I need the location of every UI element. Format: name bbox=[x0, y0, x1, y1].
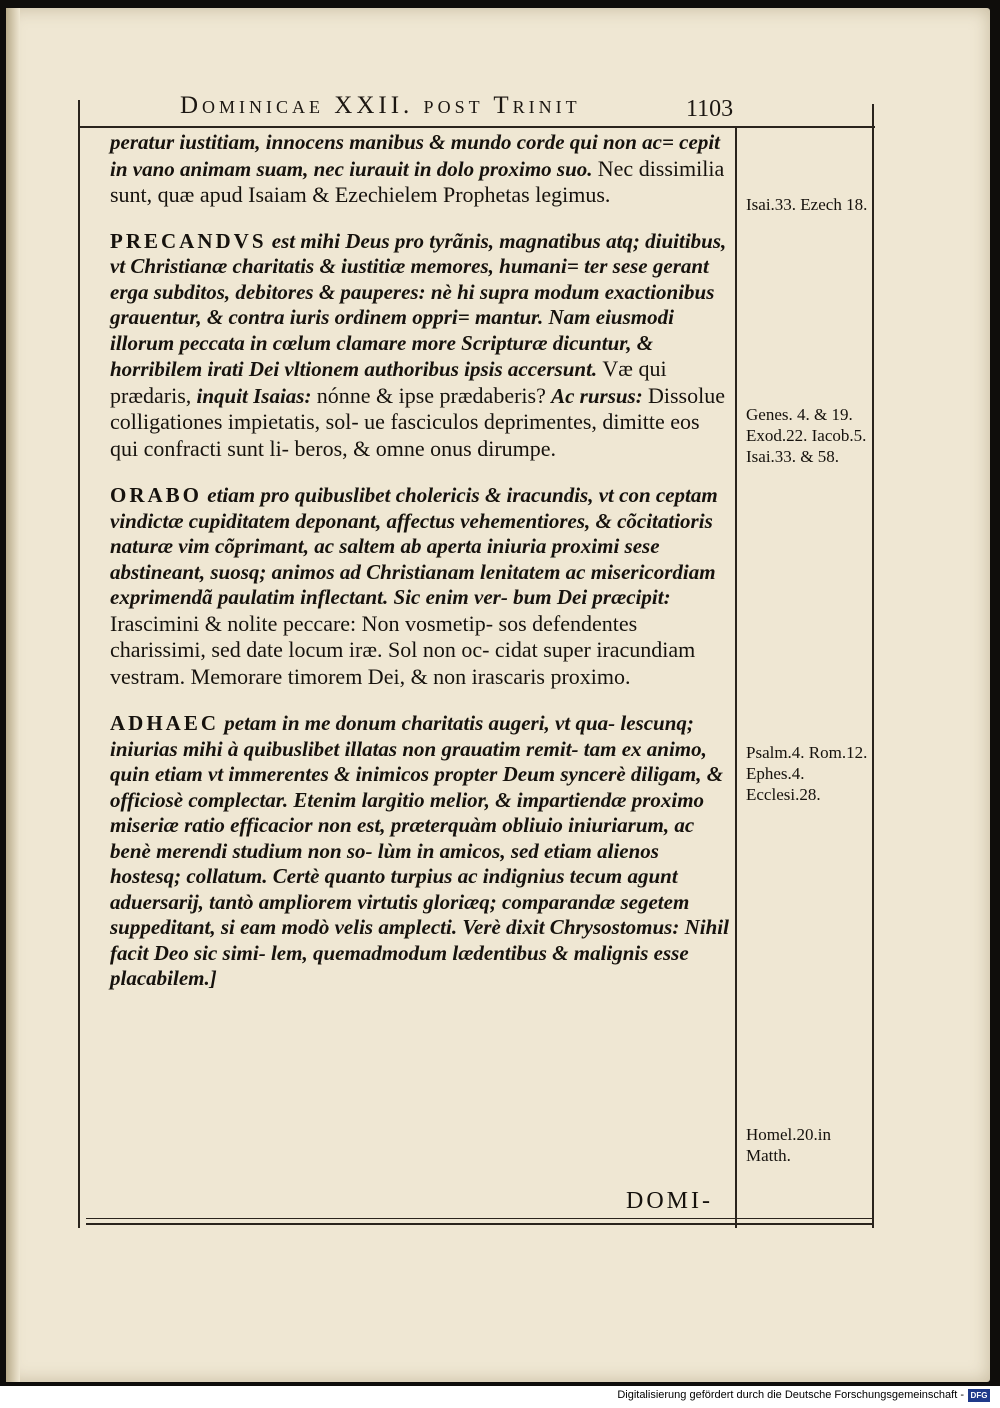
paragraph-3-italic: etiam pro quibuslibet cholericis & iracundis, vt con ceptam vindictæ cupiditatem deponant, affectus vehementiores, & cõcitatioris naturæ vim cõprimant, ac saltem ab aperta iniuria proximi sese abstineant, suosq; animos ad Christianam lenitatem ac misericordiam exprimendã paulatim inflectant. Sic enim ver- bum Dei præcipit: bbox=[110, 483, 718, 609]
main-text-column bbox=[110, 130, 730, 1013]
top-rule bbox=[80, 126, 875, 128]
paragraph-lead-word: ADHAEC bbox=[110, 711, 220, 735]
paragraph-lead-word: ORABO bbox=[110, 483, 203, 507]
paragraph-1-roman: Nec dissimilia sunt, quæ apud Isaiam & Ezechielem Prophetas legimus. bbox=[110, 155, 725, 207]
margin-note-isai-ezech: Isai.33. Ezech 18. bbox=[746, 195, 868, 214]
running-head: Dominicae XXII. post Trinit bbox=[180, 92, 581, 119]
right-rule bbox=[872, 104, 874, 1228]
digitization-credit: Digitalisierung gefördert durch die Deutsche Forschungsgemeinschaft - bbox=[617, 1389, 964, 1401]
catchword: DOMI- bbox=[626, 1188, 713, 1214]
margin-divider-rule bbox=[735, 126, 737, 1228]
paragraph-orabo bbox=[110, 483, 730, 690]
paragraph-1 bbox=[110, 130, 730, 209]
paragraph-3-roman: Irascimini & nolite peccare: Non vosmetip- sos defendentes charissimi, sed date locum iræ. Sol non oc- cidat super iracundiam vestram. Memorare timorem Dei, & non irascaris proximo. bbox=[110, 610, 696, 689]
paragraph-adhaec bbox=[110, 711, 730, 992]
bottom-rule bbox=[86, 1218, 874, 1225]
paragraph-lead-word: PRECANDVS bbox=[110, 228, 267, 253]
margin-note-homel: Homel.20.in Matth. bbox=[746, 1125, 831, 1165]
page-gutter bbox=[6, 8, 20, 1382]
paragraph-1-italic: peratur iustitiam, innocens manibus & mundo corde qui non ac= cepit in vano animam suam, nec iurauit in dolo proximo suo. bbox=[110, 130, 720, 181]
page-number: 1103 bbox=[686, 96, 734, 122]
margin-note-genes-exod: Genes. 4. & 19. Exod.22. Iacob.5. Isai.33. & 58. bbox=[746, 405, 867, 466]
dfg-logo: DFG bbox=[968, 1389, 990, 1402]
paragraph-2-italic: est mihi Deus pro tyrãnis, magnatibus atq; diuitibus, vt Christianæ charitatis & iustitiæ memores, humani= ter sese gerant erga subditos, debitores & pauperes: nè hi supra modum exactionibus grauentur, & contra iuris ordinem oppri= mantur. Nam eiusmodi illorum peccata in cœlum clamare more Scripturæ dicuntur, & horribilem irati Dei vltionem authoribus ipsis accersunt. bbox=[110, 228, 727, 381]
paragraph-2-quote-2: nónne & ipse prædaberis? bbox=[316, 382, 546, 408]
left-rule bbox=[78, 100, 80, 1228]
paragraph-precandus bbox=[110, 229, 730, 463]
paragraph-4-italic: petam in me donum charitatis augeri, vt qua- lescunq; iniurias mihi à quibuslibet illatas non grauatim remit- tam ex animo, quin etiam vt immerentes & inimicos propter Deum syncerè diligam, & officiosè complectar. Etenim largitio melior, & impartiendæ proximo miseriæ ratio efficacior non est, præterquàm obliuio iniuriarum, ac benè merendi studium non so- lùm in amicos, sed etiam alienos hostesq; collatum. Certè quanto turpius ac indignius tecum agunt aduersarij, tantò ampliorem virtutis gloriæq; comparandæ segetem suppeditant, si eam modò velis amplecti. Verè dixit Chrysostomus: Nihil facit Deo sic simi- lem, quemadmodum lædentibus & malignis esse placabilem.] bbox=[110, 711, 729, 990]
paragraph-2-attribution: inquit Isaias: bbox=[196, 383, 312, 408]
paragraph-2-quote-3: Dissolue colligationes impietatis, sol- ue fasciculos deprimentes, dimitte eos qui confracti sunt li- beros, & omne onus dirumpe. bbox=[110, 382, 725, 461]
margin-note-psalm-rom: Psalm.4. Rom.12. Ephes.4. Ecclesi.28. bbox=[746, 743, 868, 804]
paragraph-2-ac-rursus: Ac rursus: bbox=[551, 383, 643, 408]
paragraph-2-quote-1: Væ qui prædaris, bbox=[110, 356, 667, 408]
